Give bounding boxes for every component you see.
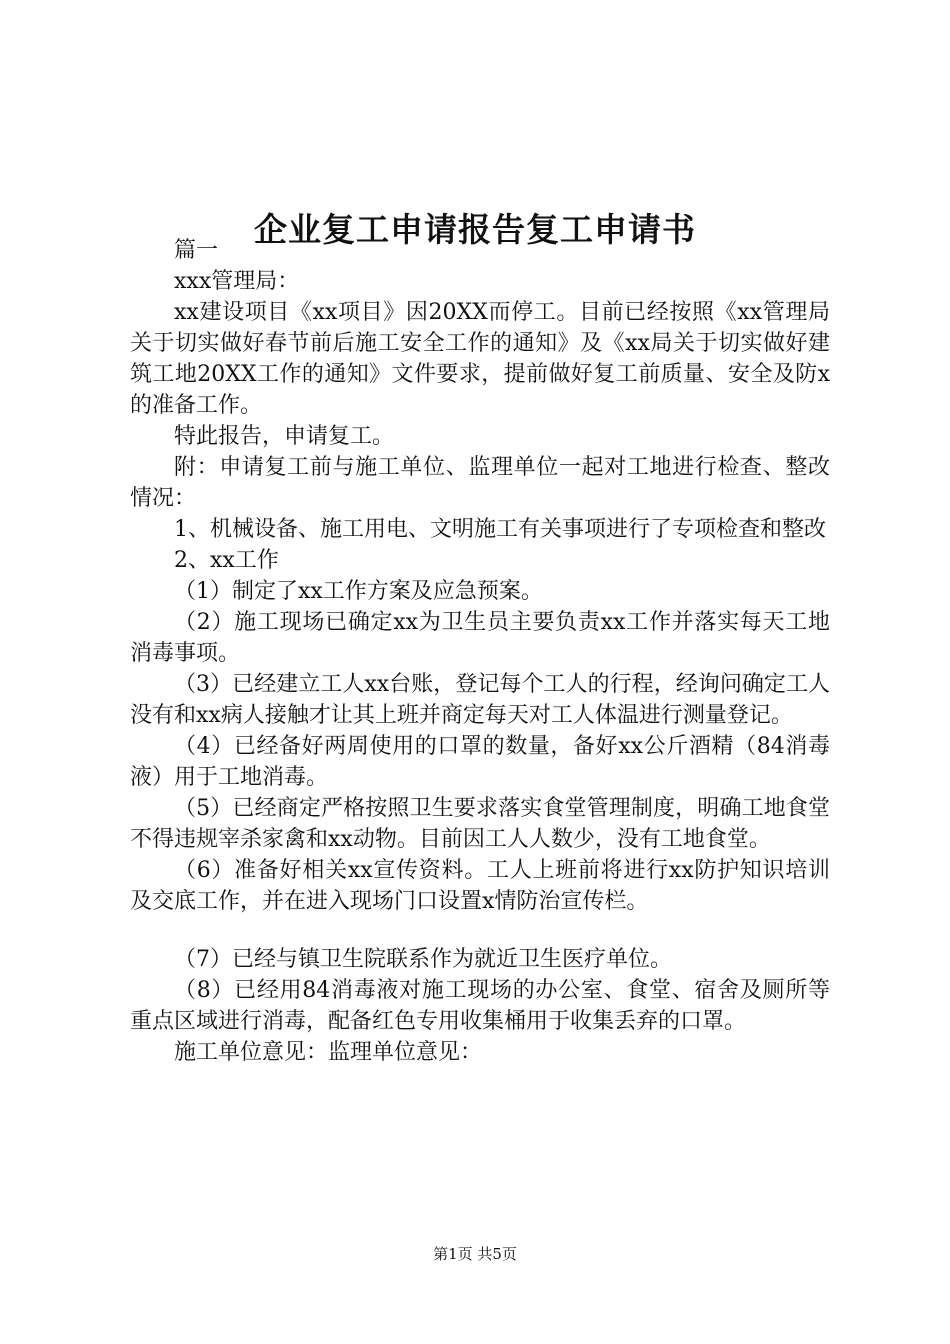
- paragraph-subitem-2: （2）施工现场已确定xx为卫生员主要负责xx工作并落实每天工地消毒事项。: [130, 610, 830, 666]
- paragraph-subitem-5: （5）已经商定严格按照卫生要求落实食堂管理制度，明确工地食堂不得违规宰杀家禽和xx动物。目前因工人人数少，没有工地食堂。: [130, 796, 830, 852]
- paragraph-subitem-8: （8）已经用84消毒液对施工现场的办公室、食堂、宿舍及厕所等重点区域进行消毒，配备红色专用收集桶用于收集丢弃的口罩。: [130, 978, 830, 1034]
- paragraph-subitem-4: （4）已经备好两周使用的口罩的数量，备好xx公斤酒精（84消毒液）用于工地消毒。: [130, 734, 830, 790]
- paragraph-subitem-7: （7）已经与镇卫生院联系作为就近卫生医疗单位。: [174, 947, 672, 972]
- paragraph-project-status: xx建设项目《xx项目》因20XX而停工。目前已经按照《xx管理局关于切实做好春节前后施工安全工作的通知》及《xx局关于切实做好建筑工地20XX工作的通知》文件要求，提前做好复工前质量、安全及防x的准备工作。: [130, 300, 830, 418]
- paragraph-attachment-intro: 附：申请复工前与施工单位、监理单位一起对工地进行检查、整改情况：: [130, 455, 830, 511]
- paragraph-subitem-6: （6）准备好相关xx宣传资料。工人上班前将进行xx防护知识培训及交底工作，并在进入现场门口设置x情防治宣传栏。: [130, 858, 830, 914]
- paragraph-item-2: 2、xx工作: [174, 548, 279, 573]
- paragraph-addressee: xxx管理局：: [174, 269, 300, 294]
- paragraph-subitem-1: （1）制定了xx工作方案及应急预案。: [174, 579, 543, 604]
- paragraph-request: 特此报告，申请复工。: [174, 424, 395, 449]
- paragraph-item-1: 1、机械设备、施工用电、文明施工有关事项进行了专项检查和整改: [174, 517, 826, 542]
- paragraph-subitem-3: （3）已经建立工人xx台账，登记每个工人的行程，经询问确定工人没有和xx病人接触才让其上班并商定每天对工人体温进行测量登记。: [130, 672, 830, 728]
- page-number-footer: 第1页 共5页: [433, 1245, 517, 1263]
- document-title: 企业复工申请报告复工申请书: [254, 210, 696, 250]
- paragraph-opinions: 施工单位意见：监理单位意见：: [174, 1040, 483, 1065]
- document-body: [130, 235, 830, 1068]
- paragraph-section-label: 篇一: [174, 238, 219, 263]
